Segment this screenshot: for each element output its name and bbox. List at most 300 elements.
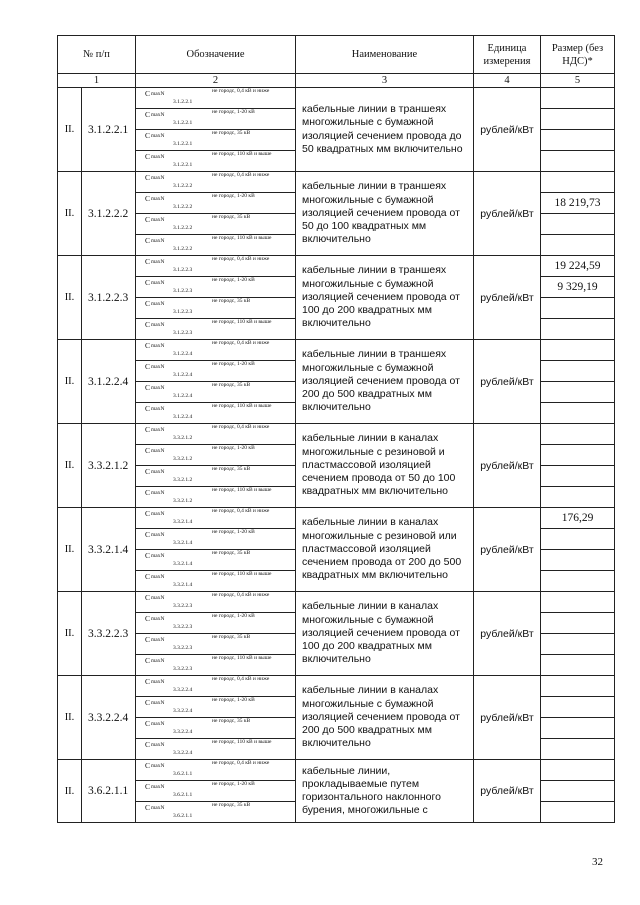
designation-cell xyxy=(136,403,296,424)
size-value-cell xyxy=(541,424,615,445)
designation-cell xyxy=(136,529,296,550)
voltage-label: не городс, 0,4 кВ и ниже xyxy=(212,340,270,346)
designation-base: C xyxy=(145,740,151,749)
size-value-cell xyxy=(541,529,615,550)
designation-sub: maxN xyxy=(151,595,165,601)
designation-cell xyxy=(136,319,296,340)
designation-symbol xyxy=(145,551,164,561)
voltage-label: не городс, 35 кВ xyxy=(212,382,251,388)
designation-symbol xyxy=(145,236,164,246)
designation-code: 3.3.2.1.4 xyxy=(173,519,193,525)
voltage-label: не городс, 35 кВ xyxy=(212,214,251,220)
designation-code: 3.3.2.2.4 xyxy=(173,750,193,756)
column-number: 3 xyxy=(296,74,474,88)
designation-cell xyxy=(136,256,296,277)
designation-base: C xyxy=(145,173,151,182)
designation-cell xyxy=(136,676,296,697)
voltage-label: не городс, 0,4 кВ и ниже xyxy=(212,256,270,262)
designation-base: C xyxy=(145,131,151,140)
designation-cell xyxy=(136,613,296,634)
size-value-cell xyxy=(541,88,615,109)
designation-symbol xyxy=(145,593,164,603)
table-row xyxy=(58,676,615,697)
designation-base: C xyxy=(145,215,151,224)
designation-base: C xyxy=(145,572,151,581)
section-cell: II. xyxy=(58,340,82,424)
voltage-label: не городс, 110 кВ и выше xyxy=(212,487,272,493)
designation-code: 3.3.2.1.4 xyxy=(173,561,193,567)
header-size: Размер (без НДС)* xyxy=(541,36,615,74)
designation-cell xyxy=(136,298,296,319)
designation-base: C xyxy=(145,635,151,644)
designation-sub: maxN xyxy=(151,532,165,538)
header-number: № п/п xyxy=(58,36,136,74)
designation-base: C xyxy=(145,383,151,392)
designation-sub: maxN xyxy=(151,364,165,370)
designation-cell xyxy=(136,718,296,739)
size-value-cell: 18 219,73 xyxy=(541,193,615,214)
designation-base: C xyxy=(145,530,151,539)
page-number: 32 xyxy=(592,856,603,868)
designation-cell xyxy=(136,781,296,802)
designation-code: 3.1.2.2.1 xyxy=(173,162,193,168)
designation-symbol xyxy=(145,740,164,750)
designation-symbol xyxy=(145,299,164,309)
voltage-label: не городс, 0,4 кВ и ниже xyxy=(212,592,270,598)
designation-symbol xyxy=(145,173,164,183)
designation-base: C xyxy=(145,782,151,791)
voltage-label: не городс, 35 кВ xyxy=(212,298,251,304)
designation-sub: maxN xyxy=(151,427,165,433)
voltage-label: не городс, 110 кВ и выше xyxy=(212,655,272,661)
designation-code: 3.1.2.2.2 xyxy=(173,225,193,231)
voltage-label: не городс, 1-20 кВ xyxy=(212,361,255,367)
size-value-cell xyxy=(541,739,615,760)
designation-base: C xyxy=(145,593,151,602)
item-code-cell: 3.1.2.2.1 xyxy=(82,88,136,172)
unit-cell: рублей/кВт xyxy=(474,88,541,172)
designation-sub: maxN xyxy=(151,112,165,118)
designation-base: C xyxy=(145,761,151,770)
designation-symbol xyxy=(145,404,164,414)
voltage-label: не городс, 1-20 кВ xyxy=(212,697,255,703)
designation-code: 3.1.2.2.3 xyxy=(173,288,193,294)
designation-code: 3.3.2.1.4 xyxy=(173,582,193,588)
section-cell: II. xyxy=(58,508,82,592)
designation-code: 3.1.2.2.4 xyxy=(173,393,193,399)
item-code-cell: 3.1.2.2.4 xyxy=(82,340,136,424)
designation-sub: maxN xyxy=(151,301,165,307)
unit-cell: рублей/кВт xyxy=(474,508,541,592)
designation-sub: maxN xyxy=(151,343,165,349)
designation-base: C xyxy=(145,509,151,518)
section-cell: II. xyxy=(58,676,82,760)
section-cell: II. xyxy=(58,760,82,823)
designation-cell xyxy=(136,487,296,508)
designation-sub: maxN xyxy=(151,469,165,475)
designation-sub: maxN xyxy=(151,490,165,496)
designation-code: 3.1.2.2.4 xyxy=(173,372,193,378)
size-value-cell xyxy=(541,487,615,508)
size-value-cell xyxy=(541,466,615,487)
designation-base: C xyxy=(145,656,151,665)
designation-cell xyxy=(136,550,296,571)
voltage-label: не городс, 1-20 кВ xyxy=(212,109,255,115)
designation-cell xyxy=(136,130,296,151)
designation-sub: maxN xyxy=(151,616,165,622)
designation-symbol xyxy=(145,89,164,99)
designation-code: 3.3.2.2.3 xyxy=(173,645,193,651)
designation-sub: maxN xyxy=(151,217,165,223)
designation-sub: maxN xyxy=(151,448,165,454)
designation-sub: maxN xyxy=(151,154,165,160)
designation-code: 3.1.2.2.1 xyxy=(173,141,193,147)
voltage-label: не городс, 0,4 кВ и ниже xyxy=(212,424,270,430)
designation-symbol xyxy=(145,257,164,267)
designation-code: 3.3.2.2.4 xyxy=(173,708,193,714)
designation-cell xyxy=(136,508,296,529)
item-code-cell: 3.3.2.2.4 xyxy=(82,676,136,760)
designation-code: 3.3.2.1.4 xyxy=(173,540,193,546)
size-value-cell xyxy=(541,802,615,823)
voltage-label: не городс, 1-20 кВ xyxy=(212,529,255,535)
table-body xyxy=(58,88,615,823)
designation-base: C xyxy=(145,362,151,371)
designation-symbol xyxy=(145,362,164,372)
table-row xyxy=(58,88,615,109)
size-value-cell xyxy=(541,214,615,235)
item-code-cell: 3.3.2.2.3 xyxy=(82,592,136,676)
size-value-cell xyxy=(541,172,615,193)
designation-code: 3.1.2.2.2 xyxy=(173,183,193,189)
voltage-label: не городс, 35 кВ xyxy=(212,130,251,136)
designation-sub: maxN xyxy=(151,574,165,580)
size-value-cell xyxy=(541,361,615,382)
designation-symbol xyxy=(145,530,164,540)
unit-cell: рублей/кВт xyxy=(474,592,541,676)
item-code-cell: 3.1.2.2.3 xyxy=(82,256,136,340)
table-row xyxy=(58,508,615,529)
designation-symbol xyxy=(145,656,164,666)
designation-code: 3.1.2.2.3 xyxy=(173,267,193,273)
designation-base: C xyxy=(145,803,151,812)
designation-sub: maxN xyxy=(151,175,165,181)
designation-symbol xyxy=(145,509,164,519)
designation-code: 3.3.2.2.4 xyxy=(173,729,193,735)
table-row xyxy=(58,340,615,361)
designation-sub: maxN xyxy=(151,553,165,559)
designation-base: C xyxy=(145,152,151,161)
voltage-label: не городс, 1-20 кВ xyxy=(212,613,255,619)
voltage-label: не городс, 110 кВ и выше xyxy=(212,151,272,157)
designation-cell xyxy=(136,571,296,592)
unit-cell: рублей/кВт xyxy=(474,424,541,508)
designation-sub: maxN xyxy=(151,91,165,97)
designation-cell xyxy=(136,214,296,235)
size-value-cell xyxy=(541,130,615,151)
designation-code: 3.3.2.2.3 xyxy=(173,666,193,672)
size-value-cell xyxy=(541,382,615,403)
designation-base: C xyxy=(145,677,151,686)
size-value-cell xyxy=(541,109,615,130)
header-designation: Обозначение xyxy=(136,36,296,74)
designation-symbol xyxy=(145,719,164,729)
size-value-cell xyxy=(541,298,615,319)
unit-cell: рублей/кВт xyxy=(474,760,541,823)
designation-base: C xyxy=(145,278,151,287)
item-name-cell: кабельные линии в каналах многожильные с резиновой и пластмассовой изоляцией сечением провода от 50 до 100 квадратных мм включительно xyxy=(296,424,474,508)
table-row xyxy=(58,172,615,193)
designation-cell xyxy=(136,634,296,655)
designation-base: C xyxy=(145,404,151,413)
item-name-cell: кабельные линии в траншеях многожильные с бумажной изоляцией сечением провода от 100 до 200 квадратных мм включительно xyxy=(296,256,474,340)
designation-sub: maxN xyxy=(151,238,165,244)
size-value-cell xyxy=(541,403,615,424)
voltage-label: не городс, 110 кВ и выше xyxy=(212,739,272,745)
size-value-cell xyxy=(541,445,615,466)
voltage-label: не городс, 0,4 кВ и ниже xyxy=(212,172,270,178)
voltage-label: не городс, 1-20 кВ xyxy=(212,445,255,451)
designation-code: 3.1.2.2.2 xyxy=(173,246,193,252)
designation-cell xyxy=(136,277,296,298)
designation-symbol xyxy=(145,152,164,162)
designation-symbol xyxy=(145,614,164,624)
designation-cell xyxy=(136,592,296,613)
voltage-label: не городс, 1-20 кВ xyxy=(212,781,255,787)
designation-symbol xyxy=(145,320,164,330)
size-value-cell xyxy=(541,634,615,655)
designation-code: 3.3.2.2.3 xyxy=(173,624,193,630)
unit-cell: рублей/кВт xyxy=(474,256,541,340)
size-value-cell xyxy=(541,655,615,676)
size-value-cell xyxy=(541,697,615,718)
designation-cell xyxy=(136,697,296,718)
section-cell: II. xyxy=(58,172,82,256)
designation-cell xyxy=(136,739,296,760)
designation-sub: maxN xyxy=(151,406,165,412)
tariff-table xyxy=(57,35,615,823)
designation-base: C xyxy=(145,89,151,98)
voltage-label: не городс, 35 кВ xyxy=(212,550,251,556)
designation-code: 3.1.2.2.3 xyxy=(173,309,193,315)
designation-code: 3.1.2.2.4 xyxy=(173,414,193,420)
designation-cell xyxy=(136,655,296,676)
designation-cell xyxy=(136,88,296,109)
designation-symbol xyxy=(145,803,164,813)
column-number: 4 xyxy=(474,74,541,88)
table-row xyxy=(58,424,615,445)
designation-symbol xyxy=(145,341,164,351)
designation-symbol xyxy=(145,215,164,225)
designation-code: 3.3.2.2.3 xyxy=(173,603,193,609)
designation-code: 3.6.2.1.1 xyxy=(173,813,193,819)
designation-base: C xyxy=(145,614,151,623)
size-value-cell xyxy=(541,340,615,361)
designation-sub: maxN xyxy=(151,742,165,748)
designation-base: C xyxy=(145,257,151,266)
size-value-cell xyxy=(541,676,615,697)
designation-cell xyxy=(136,361,296,382)
designation-code: 3.3.2.1.2 xyxy=(173,456,193,462)
designation-base: C xyxy=(145,341,151,350)
designation-symbol xyxy=(145,278,164,288)
designation-symbol xyxy=(145,383,164,393)
item-name-cell: кабельные линии в каналах многожильные с бумажной изоляцией сечением провода от 100 до 200 квадратных мм включительно xyxy=(296,592,474,676)
designation-sub: maxN xyxy=(151,385,165,391)
designation-cell xyxy=(136,151,296,172)
item-code-cell: 3.3.2.1.2 xyxy=(82,424,136,508)
designation-base: C xyxy=(145,698,151,707)
designation-sub: maxN xyxy=(151,637,165,643)
designation-base: C xyxy=(145,467,151,476)
designation-sub: maxN xyxy=(151,280,165,286)
designation-cell xyxy=(136,445,296,466)
designation-code: 3.1.2.2.1 xyxy=(173,99,193,105)
designation-base: C xyxy=(145,110,151,119)
designation-base: C xyxy=(145,551,151,560)
item-name-cell: кабельные линии в траншеях многожильные с бумажной изоляцией сечением провода от 50 до 100 квадратных мм включительно xyxy=(296,172,474,256)
unit-cell: рублей/кВт xyxy=(474,676,541,760)
item-name-cell: кабельные линии в каналах многожильные с бумажной изоляцией сечением провода от 200 до 500 квадратных мм включительно xyxy=(296,676,474,760)
section-cell: II. xyxy=(58,424,82,508)
voltage-label: не городс, 1-20 кВ xyxy=(212,277,255,283)
designation-code: 3.3.2.1.2 xyxy=(173,477,193,483)
designation-base: C xyxy=(145,194,151,203)
item-code-cell: 3.6.2.1.1 xyxy=(82,760,136,823)
voltage-label: не городс, 35 кВ xyxy=(212,718,251,724)
designation-code: 3.3.2.1.2 xyxy=(173,435,193,441)
designation-cell xyxy=(136,802,296,823)
designation-cell xyxy=(136,172,296,193)
size-value-cell xyxy=(541,592,615,613)
designation-code: 3.3.2.1.2 xyxy=(173,498,193,504)
designation-code: 3.6.2.1.1 xyxy=(173,771,193,777)
voltage-label: не городс, 110 кВ и выше xyxy=(212,571,272,577)
header-row xyxy=(58,36,615,74)
table-row xyxy=(58,760,615,781)
designation-sub: maxN xyxy=(151,721,165,727)
voltage-label: не городс, 110 кВ и выше xyxy=(212,319,272,325)
voltage-label: не городс, 35 кВ xyxy=(212,466,251,472)
voltage-label: не городс, 35 кВ xyxy=(212,802,251,808)
designation-sub: maxN xyxy=(151,196,165,202)
item-name-cell: кабельные линии, прокладываемые путем горизонтального наклонного бурения, многожильные с xyxy=(296,760,474,823)
designation-code: 3.1.2.2.4 xyxy=(173,351,193,357)
voltage-label: не городс, 0,4 кВ и ниже xyxy=(212,676,270,682)
designation-symbol xyxy=(145,425,164,435)
designation-cell xyxy=(136,340,296,361)
designation-base: C xyxy=(145,299,151,308)
tariff-table-sheet xyxy=(57,35,614,823)
table-row xyxy=(58,256,615,277)
section-cell: II. xyxy=(58,88,82,172)
voltage-label: не городс, 0,4 кВ и ниже xyxy=(212,760,270,766)
designation-symbol xyxy=(145,761,164,771)
table-row xyxy=(58,592,615,613)
header-unit: Единица измерения xyxy=(474,36,541,74)
size-value-cell xyxy=(541,718,615,739)
designation-symbol xyxy=(145,488,164,498)
designation-code: 3.6.2.1.1 xyxy=(173,792,193,798)
designation-sub: maxN xyxy=(151,511,165,517)
size-value-cell xyxy=(541,760,615,781)
designation-code: 3.3.2.2.4 xyxy=(173,687,193,693)
designation-sub: maxN xyxy=(151,658,165,664)
designation-sub: maxN xyxy=(151,763,165,769)
section-cell: II. xyxy=(58,592,82,676)
designation-symbol xyxy=(145,110,164,120)
designation-sub: maxN xyxy=(151,784,165,790)
designation-cell xyxy=(136,109,296,130)
designation-base: C xyxy=(145,488,151,497)
designation-symbol xyxy=(145,572,164,582)
designation-symbol xyxy=(145,446,164,456)
designation-base: C xyxy=(145,320,151,329)
voltage-label: не городс, 0,4 кВ и ниже xyxy=(212,508,270,514)
size-value-cell: 19 224,59 xyxy=(541,256,615,277)
designation-symbol xyxy=(145,467,164,477)
voltage-label: не городс, 110 кВ и выше xyxy=(212,403,272,409)
designation-cell xyxy=(136,424,296,445)
designation-symbol xyxy=(145,677,164,687)
designation-symbol xyxy=(145,131,164,141)
designation-cell xyxy=(136,760,296,781)
designation-code: 3.1.2.2.1 xyxy=(173,120,193,126)
designation-sub: maxN xyxy=(151,322,165,328)
section-cell: II. xyxy=(58,256,82,340)
designation-symbol xyxy=(145,194,164,204)
header-name: Наименование xyxy=(296,36,474,74)
size-value-cell: 9 329,19 xyxy=(541,277,615,298)
size-value-cell xyxy=(541,571,615,592)
designation-sub: maxN xyxy=(151,679,165,685)
voltage-label: не городс, 0,4 кВ и ниже xyxy=(212,88,270,94)
designation-cell xyxy=(136,235,296,256)
designation-sub: maxN xyxy=(151,700,165,706)
item-name-cell: кабельные линии в траншеях многожильные с бумажной изоляцией сечением провода от 200 до 500 квадратных мм включительно xyxy=(296,340,474,424)
designation-cell xyxy=(136,466,296,487)
designation-code: 3.1.2.2.2 xyxy=(173,204,193,210)
size-value-cell xyxy=(541,550,615,571)
size-value-cell: 176,29 xyxy=(541,508,615,529)
item-name-cell: кабельные линии в каналах многожильные с резиновой или пластмассовой изоляцией сечением провода от 200 до 500 квадратных мм включительно xyxy=(296,508,474,592)
designation-sub: maxN xyxy=(151,259,165,265)
size-value-cell xyxy=(541,235,615,256)
column-number: 2 xyxy=(136,74,296,88)
designation-cell xyxy=(136,193,296,214)
designation-base: C xyxy=(145,236,151,245)
designation-symbol xyxy=(145,782,164,792)
designation-sub: maxN xyxy=(151,805,165,811)
designation-cell xyxy=(136,382,296,403)
unit-cell: рублей/кВт xyxy=(474,340,541,424)
item-code-cell: 3.1.2.2.2 xyxy=(82,172,136,256)
voltage-label: не городс, 110 кВ и выше xyxy=(212,235,272,241)
designation-code: 3.1.2.2.3 xyxy=(173,330,193,336)
size-value-cell xyxy=(541,781,615,802)
column-number: 1 xyxy=(58,74,136,88)
designation-symbol xyxy=(145,635,164,645)
designation-base: C xyxy=(145,719,151,728)
item-name-cell: кабельные линии в траншеях многожильные с бумажной изоляцией сечением провода до 50 квадратных мм включительно xyxy=(296,88,474,172)
designation-base: C xyxy=(145,446,151,455)
size-value-cell xyxy=(541,319,615,340)
column-number: 5 xyxy=(541,74,615,88)
designation-symbol xyxy=(145,698,164,708)
size-value-cell xyxy=(541,613,615,634)
voltage-label: не городс, 35 кВ xyxy=(212,634,251,640)
designation-base: C xyxy=(145,425,151,434)
